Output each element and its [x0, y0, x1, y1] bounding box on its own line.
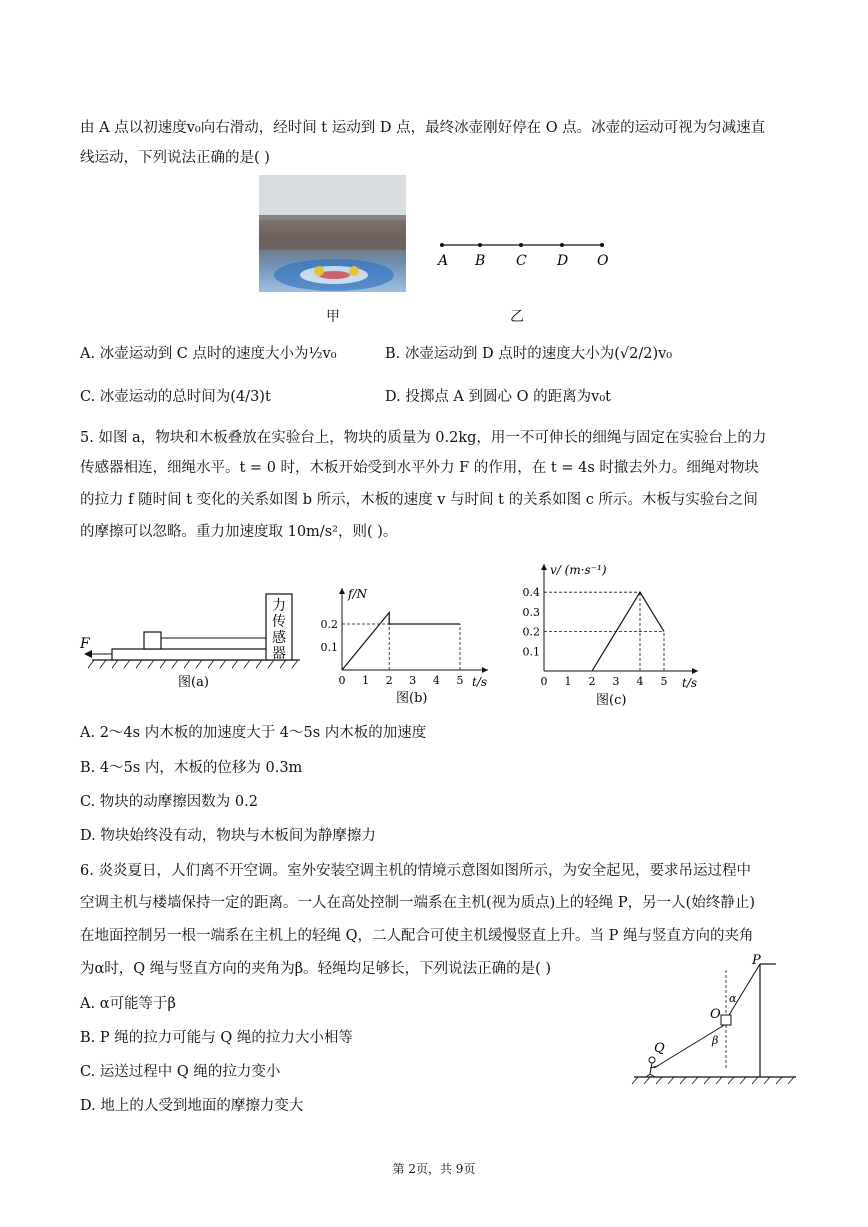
- q5-option-c[interactable]: C. 物块的动摩擦因数为 0.2: [80, 794, 258, 810]
- sensor-char-3: 感: [272, 630, 286, 646]
- q5-option-d[interactable]: D. 物块始终没有动，物块与木板间为静摩擦力: [80, 828, 376, 844]
- x-tick-label: 3: [409, 674, 417, 687]
- y-tick-label: 0.4: [522, 586, 540, 600]
- point-a: A: [438, 253, 449, 269]
- q6-line-3: 在地面控制另一根一端系在主机上的轻绳 Q，二人配合可使主机缓慢竖直上升。当 P 绳与竖直方向的夹角: [80, 928, 754, 944]
- sensor-char-4: 器: [272, 646, 286, 662]
- series-line: [592, 592, 664, 671]
- chart-caption: 图(c): [596, 693, 627, 708]
- x-tick-label: 2: [588, 675, 596, 688]
- point-o: O: [597, 253, 609, 269]
- force-label: F: [80, 636, 90, 652]
- x-tick-label: 5: [660, 675, 668, 688]
- q5-option-b[interactable]: B. 4～5s 内，木板的位移为 0.3m: [80, 760, 303, 776]
- curling-photo: [259, 175, 406, 292]
- q6-line-4: 为α时，Q 绳与竖直方向的夹角为β。轻绳均足够长，下列说法正确的是( ): [80, 961, 552, 977]
- chart-caption: 图(b): [396, 691, 428, 706]
- q5-line-4: 的摩擦可以忽略。重力加速度取 10m/s²，则( )。: [80, 524, 398, 540]
- q5-line-1: 5. 如图 a，物块和木板叠放在实验台上，物块的质量为 0.2kg，用一不可伸长的细绳与固定在实验台上的力: [80, 430, 767, 446]
- q5-line-3: 的拉力 f 随时间 t 变化的关系如图 b 所示，木板的速度 v 与时间 t 的关系如图 c 所示。木板与实验台之间: [80, 492, 758, 508]
- label-q: Q: [654, 1041, 665, 1056]
- y-axis-arrow: [339, 588, 345, 594]
- label-o: O: [710, 1007, 721, 1022]
- point-b: B: [475, 253, 486, 269]
- q6-line-2: 空调主机与楼墙保持一定的距离。一人在高处控制一端系在主机(视为质点)上的轻绳 P，另一人(始终静止): [80, 895, 755, 911]
- chart-c: [510, 556, 715, 711]
- y-axis-label: v/ (m·s⁻¹): [550, 563, 607, 577]
- x-tick-label: 0: [540, 675, 548, 688]
- x-axis-arrow: [482, 667, 488, 673]
- x-tick-label: 0: [338, 674, 346, 687]
- x-tick-label: 1: [362, 674, 370, 687]
- series-line: [342, 613, 460, 671]
- q4-option-a[interactable]: A. 冰壶运动到 C 点时的速度大小为½v₀: [80, 346, 337, 362]
- point-c: C: [516, 253, 527, 269]
- x-tick-label: 4: [636, 675, 644, 688]
- fig-yi-caption: 乙: [510, 309, 524, 325]
- label-p: P: [752, 953, 761, 968]
- y-tick-label: 0.1: [320, 641, 338, 654]
- y-tick-label: 0.2: [522, 625, 540, 639]
- figure-a: [78, 588, 306, 693]
- q6-option-d[interactable]: D. 地上的人受到地面的摩擦力变大: [80, 1098, 304, 1114]
- x-tick-label: 3: [612, 675, 620, 688]
- q6-line-1: 6. 炎炎夏日，人们离不开空调。室外安装空调主机的情境示意图如图所示，为安全起见，要求吊运过程中: [80, 863, 751, 879]
- chart-b: [318, 580, 508, 710]
- fig-jia-caption: 甲: [326, 309, 340, 325]
- y-axis-label: f/N: [348, 587, 367, 601]
- q4-option-d[interactable]: D. 投掷点 A 到圆心 O 的距离为v₀t: [385, 389, 611, 405]
- q5-line-2: 传感器相连，细绳水平。t = 0 时，木板开始受到水平外力 F 的作用，在 t = 4s 时撤去外力。细绳对物块: [80, 460, 759, 476]
- y-tick-label: 0.2: [320, 618, 338, 631]
- caption-a: 图(a): [178, 675, 209, 690]
- page-footer: 第 2页，共 9页: [392, 1162, 476, 1176]
- y-tick-label: 0.3: [522, 605, 540, 619]
- sensor-char-1: 力: [272, 598, 286, 614]
- q4-line-2: 线运动，下列说法正确的是( ): [80, 150, 270, 166]
- q4-option-c[interactable]: C. 冰壶运动的总时间为(4/3)t: [80, 389, 271, 405]
- y-axis-arrow: [541, 564, 547, 570]
- q6-option-c[interactable]: C. 运送过程中 Q 绳的拉力变小: [80, 1064, 281, 1080]
- q4-point-line: [430, 235, 610, 275]
- x-axis-arrow: [692, 668, 698, 674]
- x-axis-label: t/s: [682, 676, 698, 690]
- label-alpha: α: [729, 992, 737, 1005]
- sensor-char-2: 传: [272, 614, 286, 630]
- figure-q6: [628, 950, 803, 1090]
- label-beta: β: [712, 1034, 719, 1047]
- q4-option-b[interactable]: B. 冰壶运动到 D 点时的速度大小为(√2/2)v₀: [385, 346, 673, 362]
- x-tick-label: 2: [385, 674, 393, 687]
- x-tick-label: 1: [564, 675, 572, 688]
- x-axis-label: t/s: [472, 675, 488, 689]
- q4-line-1: 由 A 点以初速度v₀向右滑动，经时间 t 运动到 D 点，最终冰壶刚好停在 O 点。冰壶的运动可视为匀减速直: [80, 120, 766, 136]
- point-d: D: [557, 253, 569, 269]
- x-tick-label: 5: [456, 674, 464, 687]
- q6-option-b[interactable]: B. P 绳的拉力可能与 Q 绳的拉力大小相等: [80, 1030, 353, 1046]
- y-tick-label: 0.1: [522, 645, 540, 659]
- q6-option-a[interactable]: A. α可能等于β: [80, 996, 176, 1012]
- x-tick-label: 4: [432, 674, 440, 687]
- q5-option-a[interactable]: A. 2～4s 内木板的加速度大于 4～5s 内木板的加速度: [80, 725, 427, 741]
